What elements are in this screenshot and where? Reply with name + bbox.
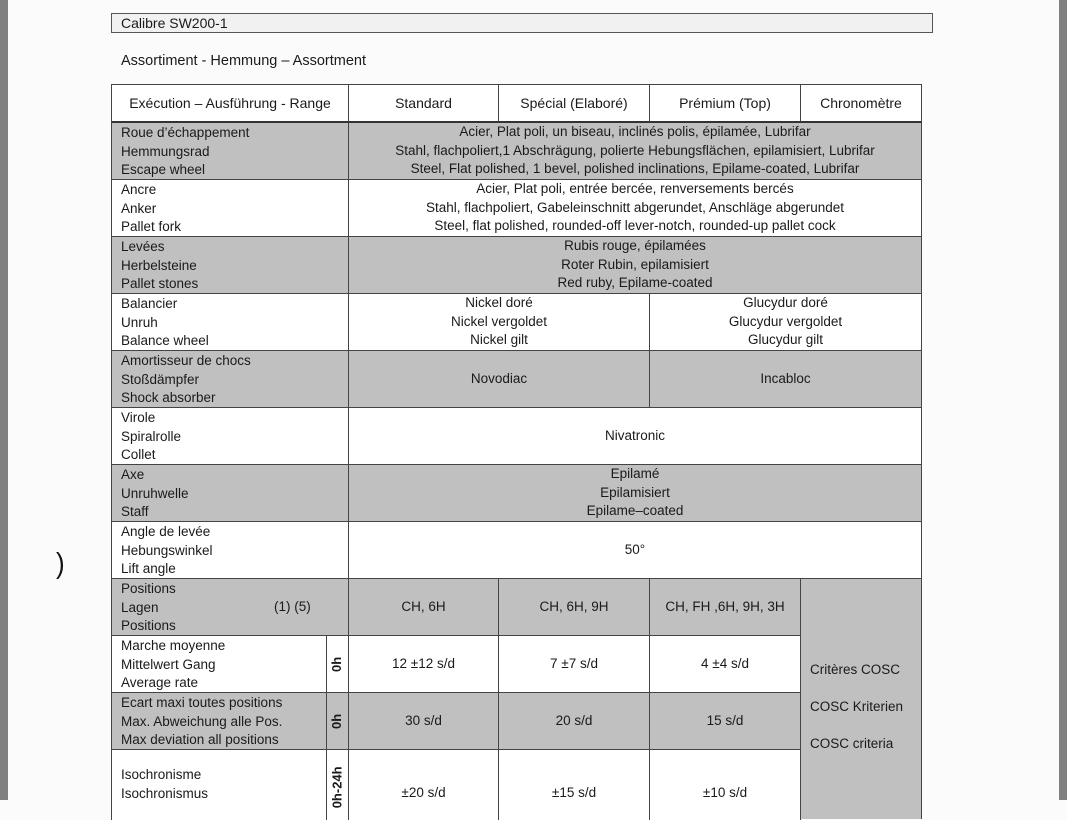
lift-angle-value: 50° xyxy=(349,522,922,579)
row-label-positions: Positions Lagen Positions (1) (5) xyxy=(111,579,349,636)
average-rate-time: 0h xyxy=(327,636,349,693)
balance-wheel-premium-chrono: Glucydur doré Glucydur vergoldet Glucydur gilt xyxy=(650,294,922,351)
shock-absorber-premium-chrono: Incabloc xyxy=(650,351,922,408)
row-label-staff: Axe Unruhwelle Staff xyxy=(111,465,349,522)
shock-absorber-standard-special: Novodiac xyxy=(349,351,650,408)
balance-wheel-standard-special: Nickel doré Nickel vergoldet Nickel gilt xyxy=(349,294,650,351)
isochronism-time: 0h-24h xyxy=(327,750,349,820)
row-label-escape-wheel: Roue d’échappement Hemmungsrad Escape wheel xyxy=(111,123,349,180)
right-edge-bar xyxy=(1059,0,1067,800)
row-label-shock-absorber: Amortisseur de chocs Stoßdämpfer Shock absorber xyxy=(111,351,349,408)
pallet-stones-value: Rubis rouge, épilamées Roter Rubin, epilamisiert Red ruby, Epilame-coated xyxy=(349,237,922,294)
header-chronometre: Chronomètre xyxy=(801,84,922,123)
staff-value: Epilamé Epilamisiert Epilame–coated xyxy=(349,465,922,522)
margin-mark: ) xyxy=(56,546,65,580)
average-rate-standard: 12 ±12 s/d xyxy=(349,636,499,693)
isochronism-premium: ±10 s/d xyxy=(650,750,801,820)
header-standard: Standard xyxy=(349,84,499,123)
pallet-fork-value: Acier, Plat poli, entrée bercée, renversements bercés Stahl, flachpoliert, Gabeleinschnitt abgerundet, Anschläge abgerundet Steel, flat polished, rounded-off lever-notch, rounded-up pallet cock xyxy=(349,180,922,237)
max-deviation-time: 0h xyxy=(327,693,349,750)
row-label-max-deviation: Ecart maxi toutes positions Max. Abweichung alle Pos. Max deviation all positions xyxy=(111,693,327,750)
row-label-pallet-fork: Ancre Anker Pallet fork xyxy=(111,180,349,237)
header-premium: Prémium (Top) xyxy=(650,84,801,123)
row-label-lift-angle: Angle de levée Hebungswinkel Lift angle xyxy=(111,522,349,579)
average-rate-special: 7 ±7 s/d xyxy=(499,636,650,693)
calibre-title: Calibre SW200-1 xyxy=(121,15,228,31)
row-label-isochronism: Isochronisme Isochronismus xyxy=(111,750,327,820)
header-range: Exécution – Ausführung - Range xyxy=(111,84,349,123)
row-label-balance-wheel: Balancier Unruh Balance wheel xyxy=(111,294,349,351)
header-special: Spécial (Elaboré) xyxy=(499,84,650,123)
max-deviation-special: 20 s/d xyxy=(499,693,650,750)
row-label-pallet-stones: Levées Herbelsteine Pallet stones xyxy=(111,237,349,294)
positions-special: CH, 6H, 9H xyxy=(499,579,650,636)
positions-premium: CH, FH ,6H, 9H, 3H xyxy=(650,579,801,636)
section-title: Assortiment - Hemmung – Assortment xyxy=(121,53,366,69)
calibre-title-box xyxy=(111,13,933,33)
max-deviation-premium: 15 s/d xyxy=(650,693,801,750)
row-label-collet: Virole Spiralrolle Collet xyxy=(111,408,349,465)
escape-wheel-value: Acier, Plat poli, un biseau, inclinés polis, épilamée, Lubrifar Stahl, flachpoliert,1 Abschrägung, polierte Hebungsflächen, epilamisiert, Lubrifar Steel, Flat polished, 1 bevel, polished inclinations, Epilame-coated, Lubrifar xyxy=(349,123,922,180)
isochronism-standard: ±20 s/d xyxy=(349,750,499,820)
max-deviation-standard: 30 s/d xyxy=(349,693,499,750)
collet-value: Nivatronic xyxy=(349,408,922,465)
cosc-criteria-cell: Critères COSC COSC Kriterien COSC criteria xyxy=(801,579,922,819)
positions-standard: CH, 6H xyxy=(349,579,499,636)
positions-footnote: (1) (5) xyxy=(274,599,311,614)
isochronism-special: ±15 s/d xyxy=(499,750,650,820)
row-label-average-rate: Marche moyenne Mittelwert Gang Average rate xyxy=(111,636,327,693)
average-rate-premium: 4 ±4 s/d xyxy=(650,636,801,693)
left-edge-bar xyxy=(0,0,8,800)
